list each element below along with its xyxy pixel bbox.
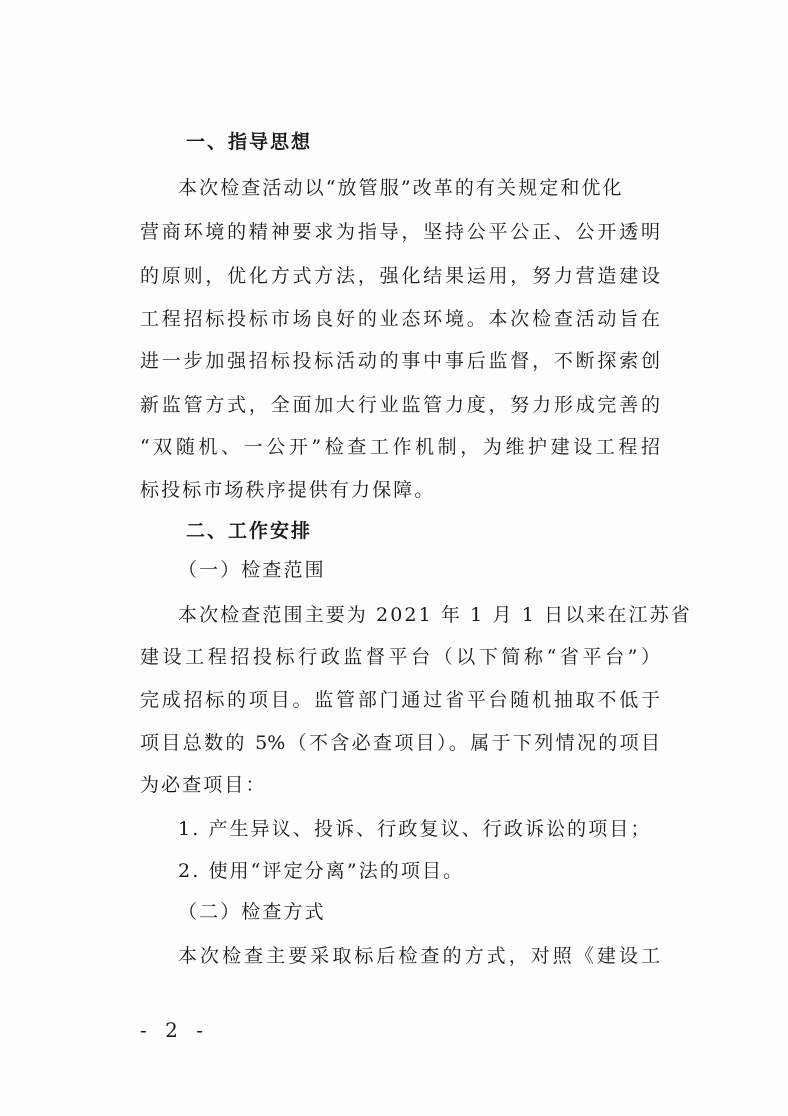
paragraph-line: 建设工程招投标行政监督平台（以下简称“省平台”）: [140, 646, 660, 668]
paragraph-line: 工程招标投标市场良好的业态环境。本次检查活动旨在: [140, 308, 660, 330]
subsection-heading-method: （二）检查方式: [178, 901, 326, 923]
paragraph-line: 项目总数的 5%（不含必查项目）。属于下列情况的项目: [140, 732, 660, 754]
section-heading-guiding-thought: 一、指导思想: [186, 131, 313, 153]
paragraph-line: 完成招标的项目。监管部门通过省平台随机抽取不低于: [140, 689, 660, 711]
paragraph-line: 的原则，优化方式方法，强化结果运用，努力营造建设: [140, 265, 660, 287]
subsection-heading-scope: （一）检查范围: [178, 559, 326, 581]
list-item: 1. 产生异议、投诉、行政复议、行政诉讼的项目；: [178, 818, 652, 840]
page-number: - 2 -: [140, 1018, 209, 1042]
paragraph-line: 营商环境的精神要求为指导，坚持公平公正、公开透明: [140, 221, 660, 243]
list-item: 2. 使用“评定分离”法的项目。: [178, 860, 465, 882]
paragraph-line: 本次检查主要采取标后检查的方式，对照《建设工: [178, 945, 660, 967]
paragraph-line: 进一步加强招标投标活动的事中事后监督，不断探索创: [140, 350, 660, 372]
paragraph-line: 标投标市场秩序提供有力保障。: [140, 479, 436, 501]
paragraph-line: 本次检查范围主要为 2021 年 1 月 1 日以来在江苏省: [178, 604, 692, 626]
section-heading-work-arrangement: 二、工作安排: [186, 520, 313, 542]
paragraph-line: 新监管方式，全面加大行业监管力度，努力形成完善的: [140, 394, 660, 416]
paragraph-line: 本次检查活动以“放管服”改革的有关规定和优化: [178, 177, 624, 199]
paragraph-line: “双随机、一公开”检查工作机制，为维护建设工程招: [140, 436, 660, 458]
paragraph-line: 为必查项目：: [140, 774, 267, 796]
